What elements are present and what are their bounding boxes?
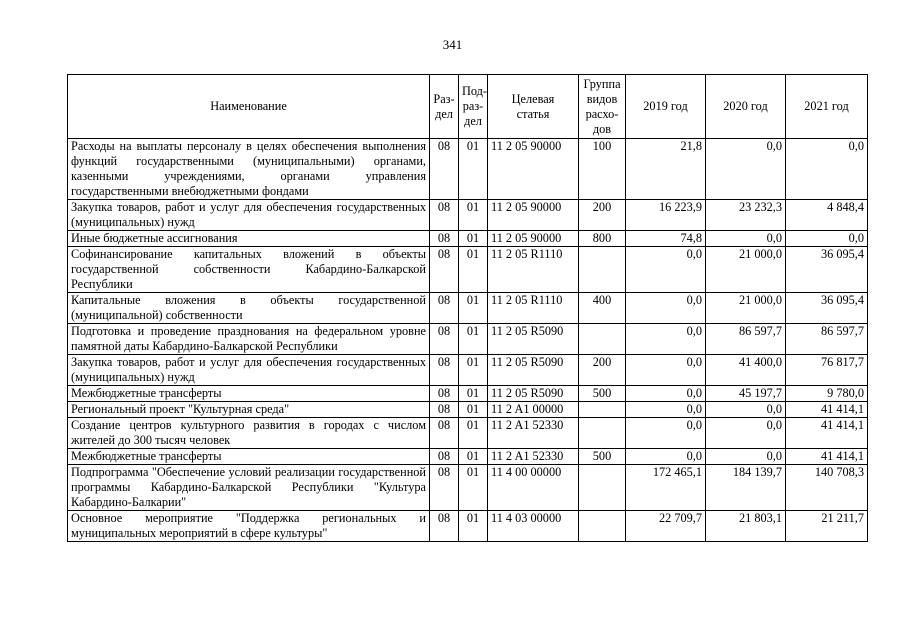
- page-number: 341: [442, 37, 463, 52]
- row-2021-cell: 0,0: [786, 139, 868, 200]
- row-2019-cell: 22 709,7: [626, 511, 706, 542]
- row-2020-cell: 45 197,7: [706, 386, 786, 402]
- row-name-cell: Софинансирование капитальных вложений в объекты государственной собственности Кабардино-Балкарской Республики: [68, 247, 430, 293]
- row-razdel-cell: 08: [430, 139, 459, 200]
- row-celevaya-cell: 11 2 05 R5090: [488, 386, 579, 402]
- row-2021-cell: 9 780,0: [786, 386, 868, 402]
- row-razdel-cell: 08: [430, 355, 459, 386]
- table-body: [68, 139, 868, 542]
- row-podrazdel-cell: 01: [459, 247, 488, 293]
- header-row: [68, 75, 868, 139]
- row-2020-cell: 21 803,1: [706, 511, 786, 542]
- row-gruppa-cell: 500: [579, 449, 626, 465]
- row-2019-cell: 0,0: [626, 402, 706, 418]
- row-2021-cell: 86 597,7: [786, 324, 868, 355]
- row-2019-cell: 0,0: [626, 293, 706, 324]
- row-2019-cell: 74,8: [626, 231, 706, 247]
- row-podrazdel-cell: 01: [459, 231, 488, 247]
- header-name: Наименование: [68, 75, 430, 139]
- row-razdel-cell: 08: [430, 465, 459, 511]
- row-podrazdel-cell: 01: [459, 465, 488, 511]
- row-name-cell: Иные бюджетные ассигнования: [68, 231, 430, 247]
- row-gruppa-cell: [579, 324, 626, 355]
- row-razdel-cell: 08: [430, 293, 459, 324]
- row-razdel-cell: 08: [430, 386, 459, 402]
- header-2020: 2020 год: [706, 75, 786, 139]
- row-2021-cell: 4 848,4: [786, 200, 868, 231]
- table-row: [68, 139, 868, 200]
- row-2020-cell: 0,0: [706, 139, 786, 200]
- row-2021-cell: 41 414,1: [786, 418, 868, 449]
- row-2019-cell: 172 465,1: [626, 465, 706, 511]
- row-name-cell: Основное мероприятие "Поддержка региональных и муниципальных мероприятий в сфере культуры": [68, 511, 430, 542]
- row-2021-cell: 140 708,3: [786, 465, 868, 511]
- table-row: [68, 247, 868, 293]
- row-gruppa-cell: 200: [579, 200, 626, 231]
- row-razdel-cell: 08: [430, 449, 459, 465]
- row-name-cell: Межбюджетные трансферты: [68, 449, 430, 465]
- header-2021: 2021 год: [786, 75, 868, 139]
- row-razdel-cell: 08: [430, 402, 459, 418]
- row-name-cell: Расходы на выплаты персоналу в целях обеспечения выполнения функций государственными (муниципальными) органами, казенными учреждениями, органами управления государственными внебюджетными фондами: [68, 139, 430, 200]
- row-2020-cell: 0,0: [706, 231, 786, 247]
- row-podrazdel-cell: 01: [459, 293, 488, 324]
- row-2019-cell: 0,0: [626, 418, 706, 449]
- row-gruppa-cell: 800: [579, 231, 626, 247]
- row-podrazdel-cell: 01: [459, 418, 488, 449]
- row-2020-cell: 23 232,3: [706, 200, 786, 231]
- row-gruppa-cell: 200: [579, 355, 626, 386]
- row-name-cell: Закупка товаров, работ и услуг для обеспечения государственных (муниципальных) нужд: [68, 355, 430, 386]
- row-razdel-cell: 08: [430, 200, 459, 231]
- row-2020-cell: 41 400,0: [706, 355, 786, 386]
- row-2019-cell: 0,0: [626, 324, 706, 355]
- row-2019-cell: 21,8: [626, 139, 706, 200]
- table-row: [68, 324, 868, 355]
- row-name-cell: Капитальные вложения в объекты государственной (муниципальной) собственности: [68, 293, 430, 324]
- row-razdel-cell: 08: [430, 247, 459, 293]
- row-2019-cell: 0,0: [626, 386, 706, 402]
- row-2021-cell: 41 414,1: [786, 449, 868, 465]
- row-name-cell: Региональный проект "Культурная среда": [68, 402, 430, 418]
- row-podrazdel-cell: 01: [459, 200, 488, 231]
- row-2021-cell: 36 095,4: [786, 247, 868, 293]
- header-2019: 2019 год: [626, 75, 706, 139]
- row-2020-cell: 184 139,7: [706, 465, 786, 511]
- row-2021-cell: 21 211,7: [786, 511, 868, 542]
- row-2021-cell: 0,0: [786, 231, 868, 247]
- row-2019-cell: 0,0: [626, 247, 706, 293]
- table-row: [68, 231, 868, 247]
- row-razdel-cell: 08: [430, 231, 459, 247]
- row-2020-cell: 21 000,0: [706, 293, 786, 324]
- row-razdel-cell: 08: [430, 511, 459, 542]
- row-name-cell: Создание центров культурного развития в городах с числом жителей до 300 тысяч человек: [68, 418, 430, 449]
- row-razdel-cell: 08: [430, 324, 459, 355]
- row-2020-cell: 86 597,7: [706, 324, 786, 355]
- row-2019-cell: 16 223,9: [626, 200, 706, 231]
- table-row: [68, 355, 868, 386]
- row-2020-cell: 0,0: [706, 449, 786, 465]
- row-gruppa-cell: [579, 247, 626, 293]
- row-gruppa-cell: [579, 418, 626, 449]
- header-razdel: Раз- дел: [430, 75, 459, 139]
- row-podrazdel-cell: 01: [459, 324, 488, 355]
- row-celevaya-cell: 11 2 A1 52330: [488, 418, 579, 449]
- table-row: [68, 418, 868, 449]
- row-2019-cell: 0,0: [626, 449, 706, 465]
- row-gruppa-cell: [579, 402, 626, 418]
- row-celevaya-cell: 11 2 05 90000: [488, 200, 579, 231]
- row-celevaya-cell: 11 2 05 90000: [488, 139, 579, 200]
- row-celevaya-cell: 11 2 05 R1110: [488, 293, 579, 324]
- row-razdel-cell: 08: [430, 418, 459, 449]
- row-podrazdel-cell: 01: [459, 355, 488, 386]
- row-podrazdel-cell: 01: [459, 511, 488, 542]
- row-2021-cell: 36 095,4: [786, 293, 868, 324]
- row-2021-cell: 76 817,7: [786, 355, 868, 386]
- row-gruppa-cell: 500: [579, 386, 626, 402]
- table-row: [68, 402, 868, 418]
- row-2020-cell: 21 000,0: [706, 247, 786, 293]
- row-celevaya-cell: 11 2 A1 00000: [488, 402, 579, 418]
- row-name-cell: Межбюджетные трансферты: [68, 386, 430, 402]
- row-gruppa-cell: [579, 511, 626, 542]
- table-row: [68, 293, 868, 324]
- table-row: [68, 449, 868, 465]
- header-celevaya: Целевая статья: [488, 75, 579, 139]
- row-celevaya-cell: 11 4 00 00000: [488, 465, 579, 511]
- row-podrazdel-cell: 01: [459, 402, 488, 418]
- row-celevaya-cell: 11 2 05 R5090: [488, 355, 579, 386]
- row-2021-cell: 41 414,1: [786, 402, 868, 418]
- header-podrazdel: Под- раз- дел: [459, 75, 488, 139]
- table-row: [68, 200, 868, 231]
- row-celevaya-cell: 11 4 03 00000: [488, 511, 579, 542]
- table-row: [68, 511, 868, 542]
- row-celevaya-cell: 11 2 05 90000: [488, 231, 579, 247]
- row-2019-cell: 0,0: [626, 355, 706, 386]
- row-name-cell: Закупка товаров, работ и услуг для обеспечения государственных (муниципальных) нужд: [68, 200, 430, 231]
- header-gruppa: Группа видов расхо- дов: [579, 75, 626, 139]
- row-podrazdel-cell: 01: [459, 139, 488, 200]
- row-name-cell: Подпрограмма "Обеспечение условий реализации государственной программы Кабардино-Балкарской Республики "Культура Кабардино-Балкарии": [68, 465, 430, 511]
- row-celevaya-cell: 11 2 A1 52330: [488, 449, 579, 465]
- row-2020-cell: 0,0: [706, 402, 786, 418]
- table-row: [68, 465, 868, 511]
- row-podrazdel-cell: 01: [459, 386, 488, 402]
- row-podrazdel-cell: 01: [459, 449, 488, 465]
- budget-table: [67, 74, 868, 542]
- row-2020-cell: 0,0: [706, 418, 786, 449]
- row-gruppa-cell: [579, 465, 626, 511]
- table-row: [68, 386, 868, 402]
- row-gruppa-cell: 100: [579, 139, 626, 200]
- row-gruppa-cell: 400: [579, 293, 626, 324]
- row-name-cell: Подготовка и проведение празднования на федеральном уровне памятной даты Кабардино-Балкарской Республики: [68, 324, 430, 355]
- row-celevaya-cell: 11 2 05 R1110: [488, 247, 579, 293]
- row-celevaya-cell: 11 2 05 R5090: [488, 324, 579, 355]
